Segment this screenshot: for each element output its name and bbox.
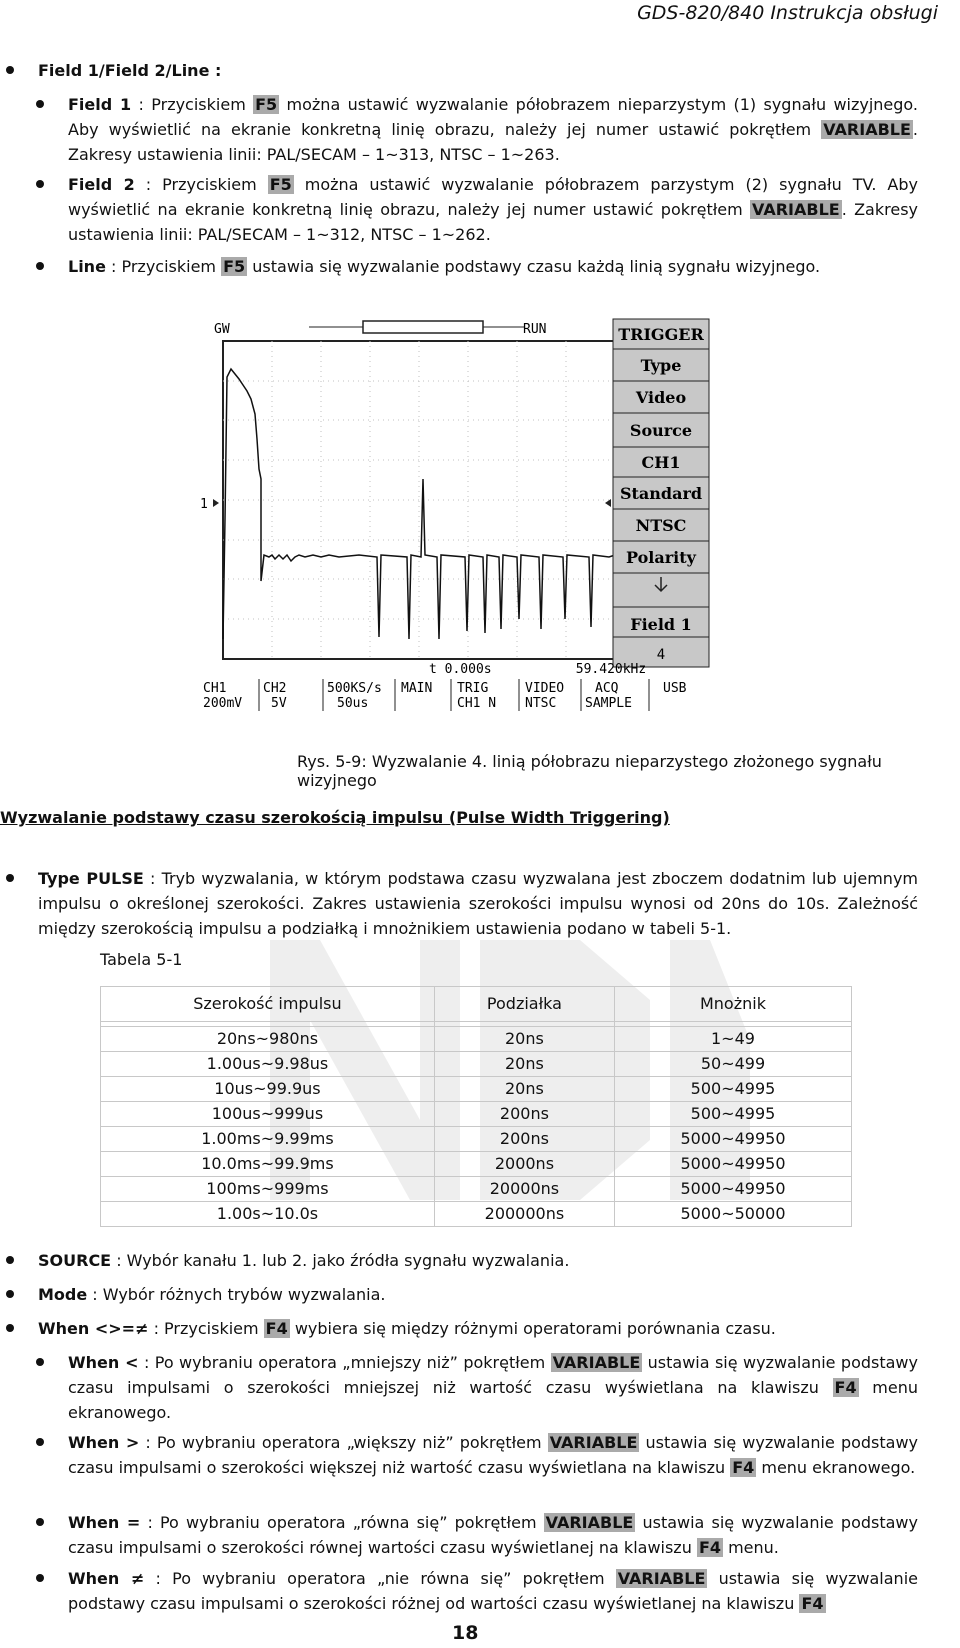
bullet — [6, 874, 14, 882]
when-equal-text: When = : Po wybraniu operatora „równa się” pokrętłem VARIABLE ustawia się wyzwalanie podstawy czasu impulsami o szerokości równej wartości czasu wyświetlanej na klawiszu F4 menu. — [68, 1513, 918, 1557]
pulse-width-table — [100, 986, 852, 1227]
bullet — [36, 1438, 44, 1446]
svg-text:200mV: 200mV — [203, 696, 243, 711]
svg-text:VIDEO: VIDEO — [525, 681, 565, 696]
menu-field: Field 1 — [630, 615, 692, 634]
when-less-text: When < : Po wybraniu operatora „mniejszy niż” pokrętłem VARIABLE ustawia się wyzwalanie podstawy czasu impulsami o szerokości mniejszej niż wartość czasu wyświetlana na klawiszu F4 menu ekranowego. — [68, 1353, 918, 1422]
svg-text:CH1 N: CH1 N — [457, 696, 497, 711]
table-row: 10us~99.9us 20ns 500~4995 — [101, 1077, 852, 1102]
bullet — [36, 1358, 44, 1366]
menu-trigger: TRIGGER — [618, 325, 704, 344]
type-pulse-text: Type PULSE : Tryb wyzwalania, w którym podstawa czasu wyzwalana jest zboczem dodatnim lub ujemnym impulsu o określonej szerokości. Zakres ustawienia szerokości impulsu wynosi od 20ns do 10s. Zależność między szerokością impulsu a podziałką i mnożnikiem ustawienia podano w tabeli 5-1. — [38, 869, 919, 938]
menu-polarity: Polarity — [626, 548, 696, 567]
svg-text:NTSC: NTSC — [525, 696, 557, 711]
menu-ch1: CH1 — [641, 453, 681, 472]
field-heading: Field 1/Field 2/Line : — [38, 61, 222, 80]
bullet — [36, 180, 44, 188]
when-operators-text: When <>=≠ : Przyciskiem F4 wybiera się między różnymi operatorami porównania czasu. — [38, 1319, 776, 1338]
bullet — [6, 1324, 14, 1332]
scope-brand-label: GW — [214, 322, 230, 337]
figure-caption: Rys. 5-9: Wyzwalanie 4. linią półobrazu nieparzystego złożonego sygnału wizyjnego — [297, 752, 882, 790]
svg-text:USB: USB — [663, 681, 687, 696]
menu-type: Type — [640, 356, 682, 375]
line-text: Line : Przyciskiem F5 ustawia się wyzwalanie podstawy czasu każdą linią sygnału wizyjnego. — [68, 257, 821, 276]
table-header: Mnożnik — [614, 987, 851, 1022]
bullet — [6, 1290, 14, 1298]
menu-video: Video — [635, 388, 687, 407]
svg-text:TRIG: TRIG — [457, 681, 489, 696]
table-row: 20ns~980ns 20ns 1~49 — [101, 1027, 852, 1052]
table-row: 10.0ms~99.9ms 2000ns 5000~49950 — [101, 1152, 852, 1177]
table-row: 1.00ms~9.99ms 200ns 5000~49950 — [101, 1127, 852, 1152]
svg-text:ACQ: ACQ — [595, 681, 619, 696]
table-header: Szerokość impulsu — [101, 987, 435, 1022]
menu-line-number: 4 — [656, 647, 666, 663]
svg-text:MAIN: MAIN — [401, 681, 433, 696]
page-number: 18 — [452, 1622, 479, 1644]
field2-text: Field 2 : Przyciskiem F5 można ustawić wyzwalanie półobrazem parzystym (2) sygnału TV. Aby wyświetlić na ekranie konkretną linię obrazu, należy jej numer ustawić pokrętłem VARIABLE . Zakresy ustawienia linii: PAL/SECAM – 1~312, NTSC – 1~262. — [68, 175, 919, 244]
bullet — [6, 66, 14, 74]
scope-status: RUN — [523, 322, 547, 337]
svg-text:50us: 50us — [337, 696, 369, 711]
svg-text:500KS/s: 500KS/s — [327, 681, 382, 696]
bullet — [36, 100, 44, 108]
table-row: 1.00s~10.0s 200000ns 5000~50000 — [101, 1202, 852, 1227]
svg-text:5V: 5V — [271, 696, 287, 711]
table-header: Podziałka — [434, 987, 614, 1022]
bullet — [36, 1518, 44, 1526]
table-row: 100ms~999ms 20000ns 5000~49950 — [101, 1177, 852, 1202]
menu-ntsc: NTSC — [635, 516, 687, 535]
table-header-row — [101, 987, 852, 1022]
svg-text:CH2: CH2 — [263, 681, 287, 696]
menu-standard: Standard — [619, 484, 703, 503]
menu-source: Source — [629, 421, 693, 440]
mode-text: Mode : Wybór różnych trybów wyzwalania. — [38, 1285, 386, 1304]
page-header: GDS-820/840 Instrukcja obsługi — [637, 2, 938, 24]
bullet — [6, 1256, 14, 1264]
source-text: SOURCE : Wybór kanału 1. lub 2. jako źródła sygnału wyzwalania. — [38, 1251, 570, 1270]
table-row: 1.00us~9.98us 20ns 50~499 — [101, 1052, 852, 1077]
time-readout: t 0.000s — [429, 662, 492, 677]
bullet — [36, 262, 44, 270]
ch1-marker: 1 — [200, 497, 208, 512]
svg-text:SAMPLE: SAMPLE — [585, 696, 632, 711]
when-not-equal-text: When ≠ : Po wybraniu operatora „nie równa się” pokrętłem VARIABLE ustawia się wyzwalanie podstawy czasu impulsami o szerokości różnej od wartości czasu wyświetlanej na klawiszu F4 — [68, 1569, 918, 1613]
oscilloscope-screen — [200, 319, 725, 731]
table-row: 100us~999us 200ns 500~4995 — [101, 1102, 852, 1127]
svg-text:CH1: CH1 — [203, 681, 227, 696]
field1-text: Field 1 : Przyciskiem F5 można ustawić wyzwalanie półobrazem nieparzystym (1) sygnału wizyjnego. Aby wyświetlić na ekranie konkretną linię obrazu, należy jej numer ustawić pokrętłem VARIABLE . Zakresy ustawienia linii: PAL/SECAM – 1~313, NTSC – 1~263. — [68, 95, 919, 164]
when-greater-text: When > : Po wybraniu operatora „większy niż” pokrętłem VARIABLE ustawia się wyzwalanie podstawy czasu impulsami o szerokości większej niż wartość czasu wyświetlana na klawiszu F4 menu ekranowego. — [68, 1433, 919, 1477]
table-caption: Tabela 5-1 — [100, 950, 183, 969]
bullet — [36, 1574, 44, 1582]
section-title: Wyzwalanie podstawy czasu szerokością impulsu (Pulse Width Triggering) — [0, 808, 670, 827]
scope-menu — [613, 319, 709, 667]
freq-readout: 59.420kHz — [575, 662, 647, 677]
